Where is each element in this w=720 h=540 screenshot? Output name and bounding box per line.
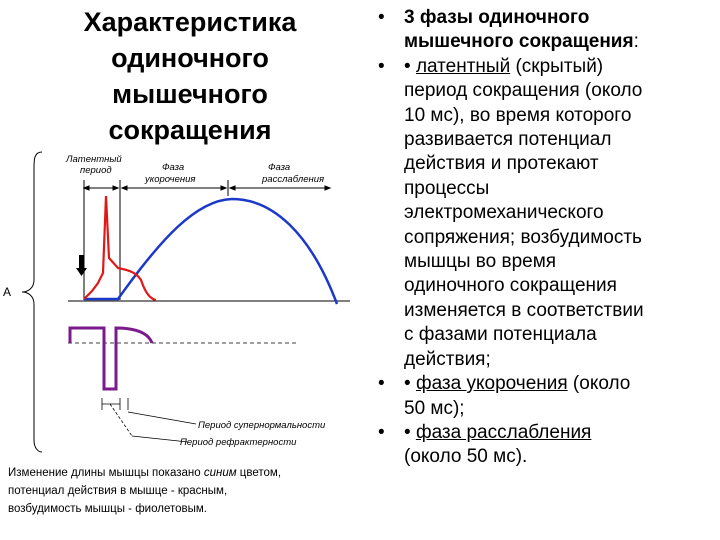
latent-line: с фазами потенциала	[404, 324, 597, 346]
latent-line: действия и протекают	[404, 153, 599, 175]
heading-colon: :	[633, 31, 639, 53]
inner-bullet: •	[404, 373, 416, 395]
figure-caption	[8, 464, 353, 518]
relaxation-line-2: (около 50 мс).	[404, 446, 528, 468]
latent-line: изменяется в соответствии	[404, 299, 644, 321]
inner-bullet: •	[404, 55, 416, 77]
latent-line: действия;	[404, 348, 491, 370]
caption-line1-a: Изменение длины мышцы показано	[8, 467, 204, 479]
latent-line: 10 мс), во время которого	[404, 104, 632, 126]
caption-line1-c: цветом,	[236, 467, 282, 479]
latent-line: период сокращения (около	[404, 80, 643, 102]
shortening-line-2: 50 мс);	[404, 397, 465, 419]
bullet-mark: •	[378, 373, 385, 395]
caption-line1-b: синим	[203, 467, 237, 479]
term-relaxation: фаза расслабления	[415, 421, 592, 443]
bullet-mark: •	[378, 7, 385, 28]
phase-arrows	[84, 180, 330, 300]
latent-line: электромеханического	[404, 202, 604, 224]
axis-label-a: А	[3, 285, 12, 299]
term-latent: латентный	[415, 55, 511, 77]
excitability-curve	[70, 328, 152, 389]
latent-line: мышцы во время	[404, 251, 557, 273]
latent-line: процессы	[404, 177, 490, 199]
label-latent-1: Латентный	[66, 154, 122, 165]
bullet-latent	[378, 55, 718, 372]
bullet-mark: •	[378, 421, 385, 443]
label-refractory: Период рефрактерности	[180, 437, 297, 448]
slide-title	[40, 4, 340, 148]
muscle-contraction-diagram	[0, 150, 360, 460]
term-shortening: фаза укорочения	[415, 373, 568, 395]
bullet-phases-heading	[378, 6, 718, 55]
label-shortening-1: Фаза	[162, 162, 185, 173]
bullet-mark: •	[378, 55, 385, 77]
title-line-2: одиночного	[111, 43, 269, 73]
latent-line: одиночного сокращения	[404, 275, 617, 297]
caption-line-2: потенциал действия в мышце - красным,	[8, 485, 228, 497]
title-line-1: Характеристика	[83, 7, 297, 37]
phases-list	[378, 6, 718, 470]
label-shortening-2: укорочения	[145, 174, 196, 185]
latent-rest: (скрытый)	[510, 55, 604, 77]
label-latent-2: период	[80, 165, 112, 176]
stimulus-arrow	[76, 255, 87, 276]
muscle-length-curve	[84, 199, 337, 304]
heading-line-2: мышечного сокращения	[404, 31, 634, 53]
heading-line-1: 3 фазы одиночного	[404, 7, 590, 28]
label-relaxation-1: Фаза	[268, 162, 291, 173]
label-supernormal: Период супернормальности	[198, 420, 326, 431]
label-relaxation-2: расслабления	[262, 174, 325, 185]
latent-line: сопряжения; возбудимость	[404, 226, 642, 248]
inner-bullet: •	[404, 421, 416, 443]
range-bracket	[22, 152, 42, 452]
title-line-4: сокращения	[108, 115, 272, 145]
title-line-3: мышечного	[112, 79, 268, 109]
caption-line-3: возбудимость мышцы - фиолетовым.	[8, 503, 207, 515]
shortening-rest: (около	[567, 373, 631, 395]
bullet-relaxation	[378, 421, 718, 470]
bullet-shortening	[378, 372, 718, 421]
latent-line: развивается потенциал	[404, 129, 612, 151]
period-markers	[102, 398, 196, 442]
